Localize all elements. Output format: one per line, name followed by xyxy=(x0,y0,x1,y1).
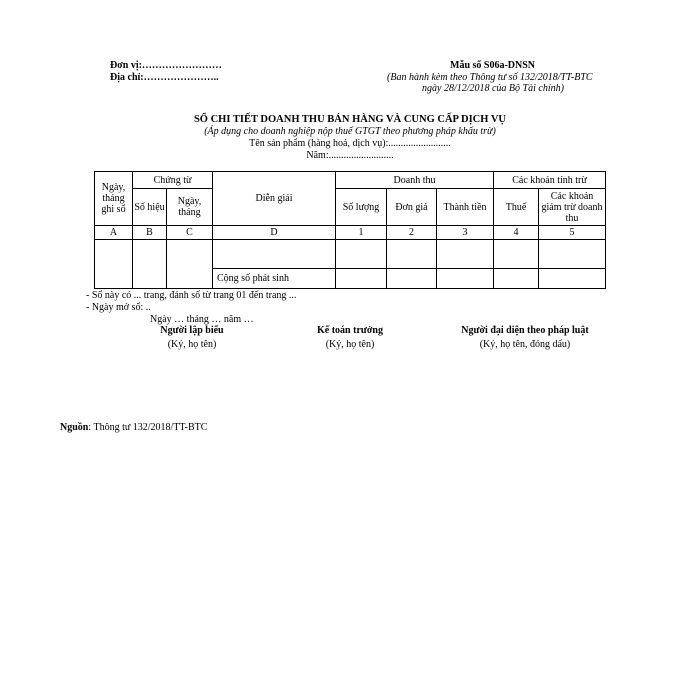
note-pages: - Sổ này có ... trang, đánh số từ trang 01 đến trang ... xyxy=(86,290,297,301)
col-code: C xyxy=(167,226,213,240)
header-chung-tu: Chứng từ xyxy=(133,172,213,189)
empty-cell xyxy=(437,240,494,269)
header-dien-giai: Diễn giải xyxy=(213,172,336,226)
issued-by-line-1: (Ban hành kèm theo Thông tư số 132/2018/TT-BTC xyxy=(387,72,593,83)
col-code: 2 xyxy=(387,226,437,240)
col-code: B xyxy=(133,226,167,240)
document-title: SỔ CHI TIẾT DOANH THU BÁN HÀNG VÀ CUNG CẤP DỊCH VỤ xyxy=(193,114,507,125)
header-so-hieu: Số hiệu xyxy=(133,189,167,226)
signature-date: Ngày … tháng … năm … xyxy=(150,314,254,325)
empty-cell xyxy=(167,240,213,289)
col-code: D xyxy=(213,226,336,240)
empty-cell xyxy=(95,240,133,289)
header-ngay-thang: Ngày, tháng xyxy=(167,189,213,226)
header-giam-tru: Các khoản giảm trừ doanh thu xyxy=(539,189,606,226)
form-number: Mẫu số S06a-DNSN xyxy=(450,60,536,71)
empty-cell xyxy=(539,240,606,269)
signer-preparer-title: Người lập biểu xyxy=(160,325,224,336)
issued-by-line-2: ngày 28/12/2018 của Bộ Tài chính) xyxy=(422,83,564,94)
note-open-date: - Ngày mở sổ: .. xyxy=(86,302,151,313)
header-thue: Thuế xyxy=(494,189,539,226)
empty-cell xyxy=(494,269,539,289)
header-ngay-ghi-so: Ngày, tháng ghi sổ xyxy=(95,172,133,226)
ledger-table xyxy=(94,171,606,289)
empty-cell xyxy=(336,269,387,289)
total-row-label: Cộng số phát sinh xyxy=(213,269,336,289)
signer-legal-rep-title: Người đại diện theo pháp luật xyxy=(461,325,589,336)
header-don-gia: Đơn giá xyxy=(387,189,437,226)
col-code: 1 xyxy=(336,226,387,240)
product-name-line: Tên sản phẩm (hàng hoá, dịch vụ):......................... xyxy=(249,138,451,149)
source-line xyxy=(60,422,207,433)
empty-cell xyxy=(387,269,437,289)
signer-legal-rep-note: (Ký, họ tên, đóng dấu) xyxy=(479,339,571,350)
col-code: 5 xyxy=(539,226,606,240)
empty-cell xyxy=(133,240,167,289)
empty-cell xyxy=(494,240,539,269)
signer-chief-accountant-note: (Ký, họ tên) xyxy=(325,339,375,350)
empty-cell xyxy=(387,240,437,269)
don-vi-label: Đơn vị:…………………… xyxy=(110,60,222,71)
col-code: 3 xyxy=(437,226,494,240)
header-cac-khoan-tinh-tru: Các khoản tính trừ xyxy=(494,172,606,189)
document-subtitle: (Áp dụng cho doanh nghiệp nộp thuế GTGT theo phương pháp khấu trừ) xyxy=(204,126,496,137)
signer-chief-accountant-title: Kế toán trưởng xyxy=(317,325,383,336)
header-thanh-tien: Thành tiền xyxy=(437,189,494,226)
empty-cell xyxy=(539,269,606,289)
col-code: A xyxy=(95,226,133,240)
empty-cell xyxy=(336,240,387,269)
header-doanh-thu: Doanh thu xyxy=(336,172,494,189)
source-label: Nguồn xyxy=(60,422,89,433)
dia-chi-label: Địa chỉ:………………….. xyxy=(110,72,219,83)
empty-cell xyxy=(213,240,336,269)
header-so-luong: Số lượng xyxy=(336,189,387,226)
empty-cell xyxy=(437,269,494,289)
signer-preparer-note: (Ký, họ tên) xyxy=(167,339,217,350)
col-code: 4 xyxy=(494,226,539,240)
year-line: Năm:.......................... xyxy=(306,150,394,161)
source-text: : Thông tư 132/2018/TT-BTC xyxy=(88,422,208,433)
